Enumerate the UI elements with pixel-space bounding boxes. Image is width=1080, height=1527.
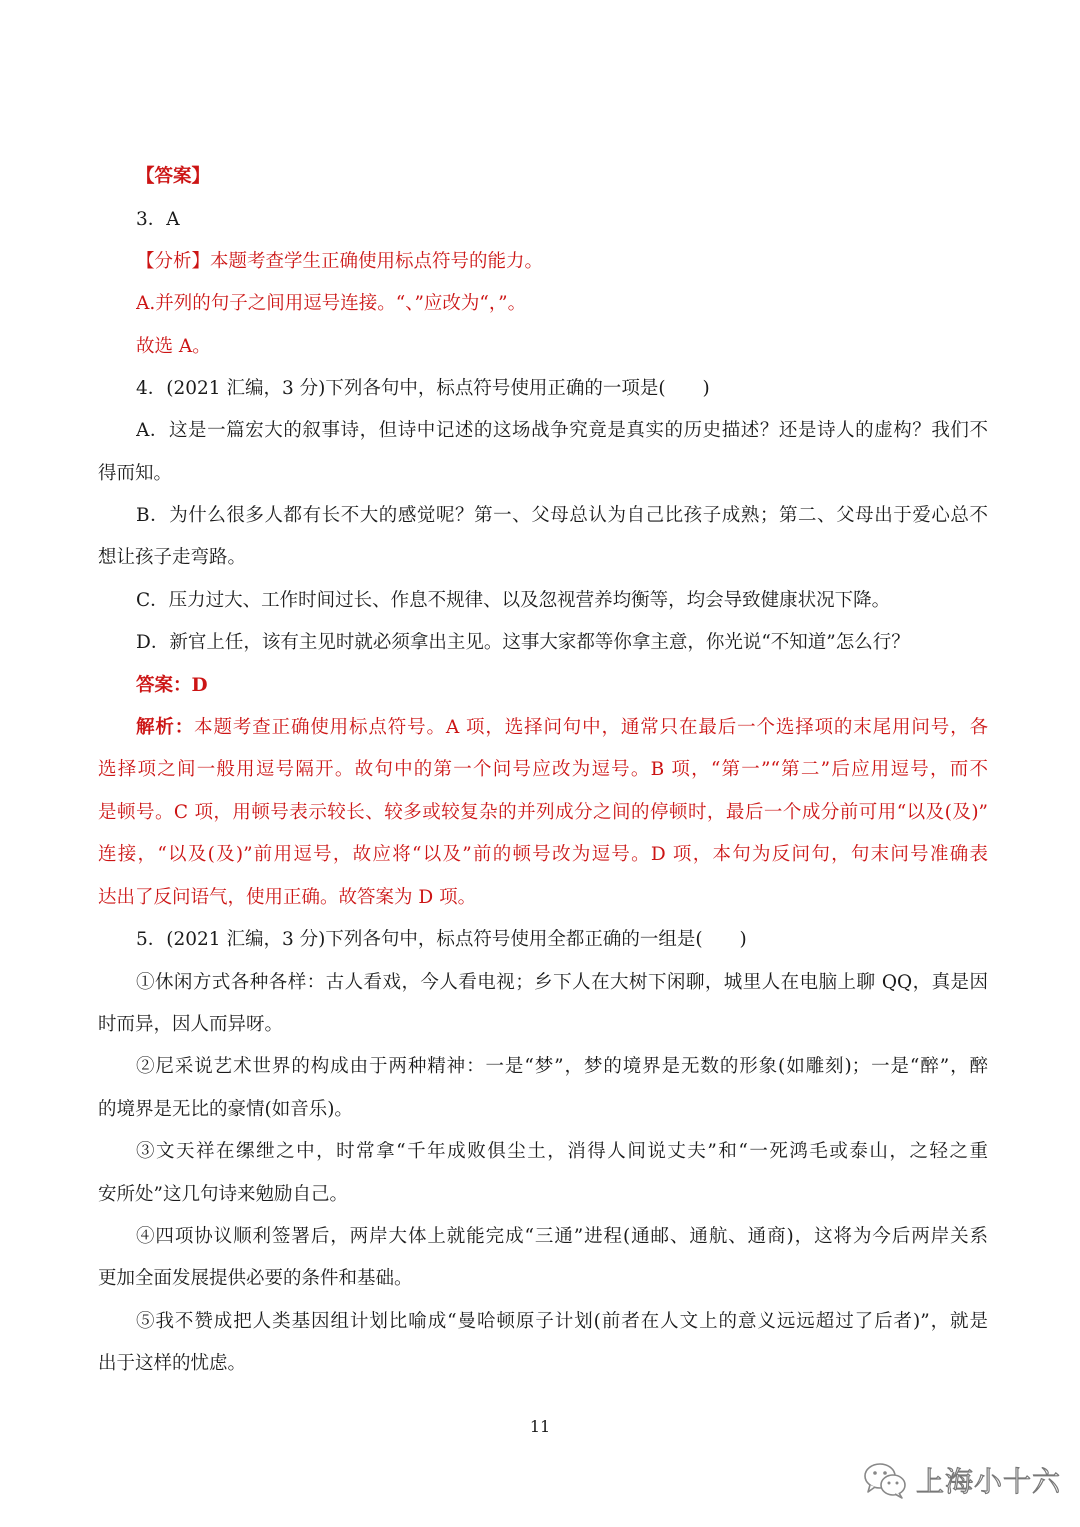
q5-item4-line2: 更加全面发展提供必要的条件和基础。 bbox=[98, 1268, 413, 1289]
wechat-icon bbox=[862, 1460, 908, 1500]
q5-item2-line1: ②尼采说艺术世界的构成由于两种精神：一是“梦”，梦的境界是无数的形象(如雕刻)；一是“醉”，醉 bbox=[136, 1056, 988, 1077]
q4-option-a-line2: 得而知。 bbox=[98, 463, 173, 484]
watermark bbox=[862, 1458, 1061, 1502]
q4-analysis-line3: 是顿号。C 项，用顿号表示较长、较多或较复杂的并列成分之间的停顿时，最后一个成分前可用“以及(及)” bbox=[98, 802, 988, 823]
q4-option-b-line1: B．为什么很多人都有长不大的感觉呢？第一、父母总认为自己比孩子成熟；第二、父母出于爱心总不 bbox=[136, 505, 988, 526]
q3-answer: 3．A bbox=[136, 209, 180, 230]
q4-analysis-line1 bbox=[136, 715, 988, 741]
q4-option-c: C．压力过大、工作时间过长、作息不规律、以及忽视营养均衡等，均会导致健康状况下降。 bbox=[136, 590, 891, 611]
q4-option-a-line1: A．这是一篇宏大的叙事诗，但诗中记述的这场战争究竟是真实的历史描述？还是诗人的虚构？我们不 bbox=[136, 420, 988, 441]
q5-item2-line2: 的境界是无比的豪情(如音乐)。 bbox=[98, 1099, 353, 1120]
q5-item5-line1: ⑤我不赞成把人类基因组计划比喻成“曼哈顿原子计划(前者在人文上的意义远远超过了后者)”，就是 bbox=[136, 1311, 988, 1332]
q4-analysis-line4: 连接，“以及(及)”前用逗号，故应将“以及”前的顿号改为逗号。D 项，本句为反问句，句末问号准确表 bbox=[98, 844, 988, 865]
q3-analysis: 【分析】本题考查学生正确使用标点符号的能力。 bbox=[136, 251, 544, 272]
q5-item1-line2: 时而异，因人而异呀。 bbox=[98, 1014, 284, 1035]
q4-analysis-line5: 达出了反问语气，使用正确。故答案为 D 项。 bbox=[98, 887, 477, 908]
answer-heading: 【答案】 bbox=[136, 166, 211, 187]
watermark-text: 上海小十六 bbox=[916, 1465, 1062, 1498]
q5-item4-line1: ④四项协议顺利签署后，两岸大体上就能完成“三通”进程(通邮、通航、通商)，这将为今后两岸关系 bbox=[136, 1226, 988, 1247]
q3-explanation: A.并列的句子之间用逗号连接。“、”应改为“，”。 bbox=[136, 293, 527, 314]
q4-analysis-line2: 选择项之间一般用逗号隔开。故句中的第一个问号应改为逗号。B 项，“第一”“第二”后应用逗号，而不 bbox=[98, 759, 988, 780]
q4-option-d: D．新官上任，该有主见时就必须拿出主见。这事大家都等你拿主意，你光说“不知道”怎么行？ bbox=[136, 632, 910, 653]
q5-stem: 5．(2021 汇编，3 分)下列各句中，标点符号使用全都正确的一组是( ) bbox=[136, 929, 747, 950]
q4-answer: 答案：D bbox=[136, 675, 208, 696]
q5-item1-line1: ①休闲方式各种各样：古人看戏，今人看电视；乡下人在大树下闲聊，城里人在电脑上聊 QQ，真是因 bbox=[136, 972, 988, 993]
q5-item3-line2: 安所处”这几句诗来勉励自己。 bbox=[98, 1184, 348, 1205]
q4-stem: 4．(2021 汇编，3 分)下列各句中，标点符号使用正确的一项是( ) bbox=[136, 378, 710, 399]
q4-analysis-label: 解析： bbox=[136, 717, 195, 738]
q4-analysis-text: 本题考查正确使用标点符号。A 项，选择问句中，通常只在最后一个选择项的末尾用问号，各 bbox=[194, 717, 988, 738]
q5-item5-line2: 出于这样的忧虑。 bbox=[98, 1353, 247, 1374]
page-number: 11 bbox=[529, 1417, 551, 1436]
q3-choice: 故选 A。 bbox=[136, 336, 211, 357]
q5-item3-line1: ③文天祥在缧绁之中，时常拿“千年成败俱尘土，消得人间说丈夫”和“一死鸿毛或泰山，之轻之重 bbox=[136, 1141, 988, 1162]
q4-option-b-line2: 想让孩子走弯路。 bbox=[98, 547, 247, 568]
